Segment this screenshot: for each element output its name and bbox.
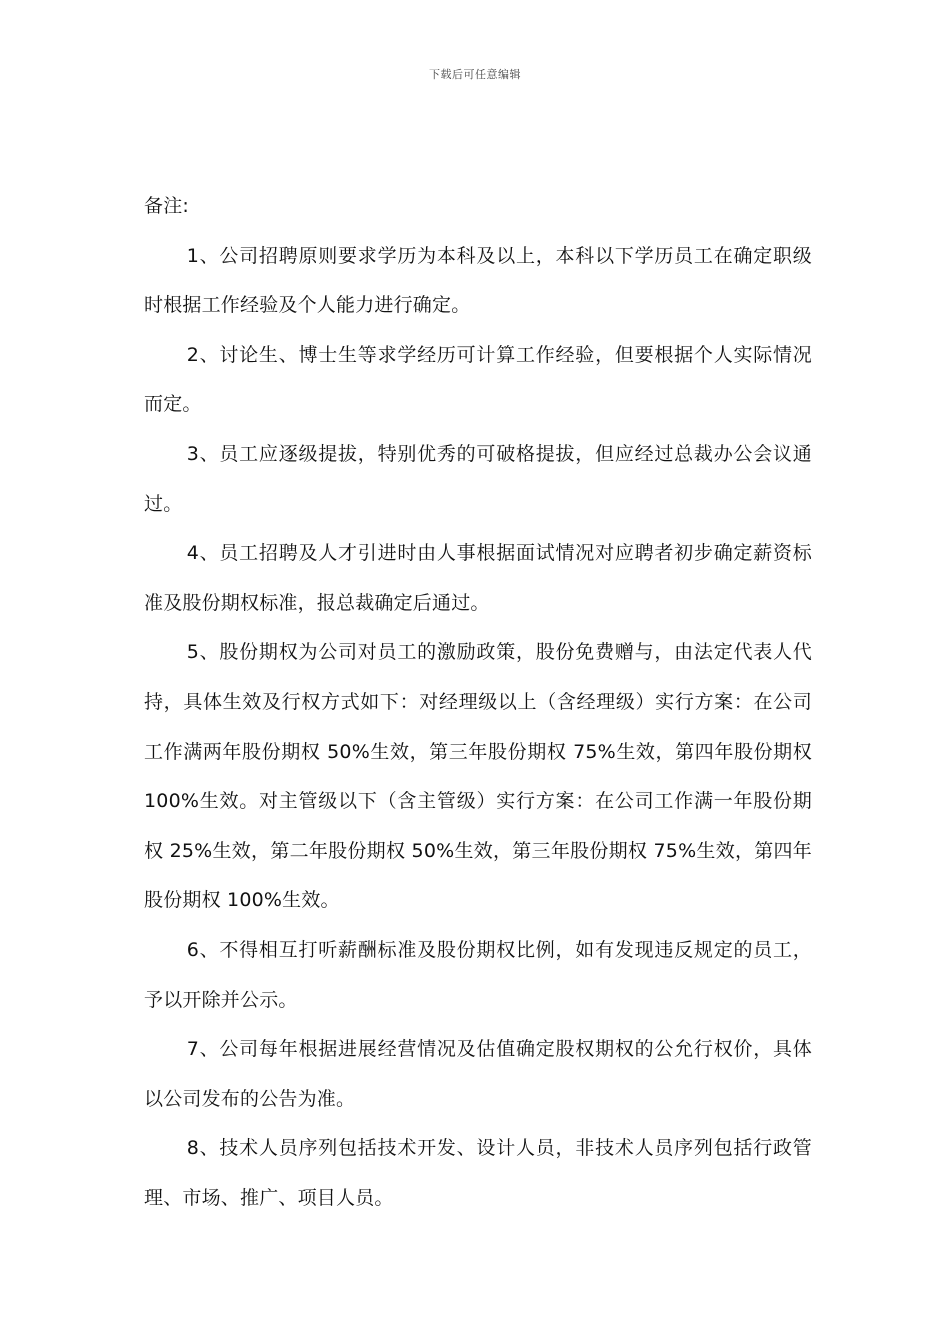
remark-item-1: 1、公司招聘原则要求学历为本科及以上，本科以下学历员工在确定职级时根据工作经验及个人能力进行确定。: [144, 244, 812, 317]
remark-item-4: 4、员工招聘及人才引进时由人事根据面试情况对应聘者初步确定薪资标准及股份期权标准，报总裁确定后通过。: [144, 542, 812, 614]
remark-item-3: 3、员工应逐级提拔，特别优秀的可破格提拔，但应经过总裁办公会议通过。: [144, 442, 812, 515]
remark-item-2: 2、讨论生、博士生等求学经历可计算工作经验，但要根据个人实际情况而定。: [144, 343, 812, 416]
document-body: [144, 182, 812, 1223]
remarks-heading: 备注:: [144, 195, 190, 217]
remark-item-5: 5、股份期权为公司对员工的激励政策，股份免费赠与，由法定代表人代持，具体生效及行权方式如下：对经理级以上（含经理级）实行方案：在公司工作满两年股份期权 50%生效，第三年股份期权 75%生效，第四年股份期权 100%生效。对主管级以下（含主管级）实行方案：在公司工作满一年股份期权 25%生效，第二年股份期权 50%生效，第三年股份期权 75%生效，第四年股份期权 100%生效。: [144, 641, 812, 912]
remark-item-6: 6、不得相互打听薪酬标准及股份期权比例，如有发现违反规定的员工，予以开除并公示。: [144, 938, 812, 1011]
header-note: 下载后可任意编辑: [429, 68, 521, 81]
remark-item-8: 8、技术人员序列包括技术开发、设计人员，非技术人员序列包括行政管理、市场、推广、项目人员。: [144, 1137, 812, 1209]
remark-item-7: 7、公司每年根据进展经营情况及估值确定股权期权的公允行权价，具体以公司发布的公告为准。: [144, 1038, 812, 1110]
